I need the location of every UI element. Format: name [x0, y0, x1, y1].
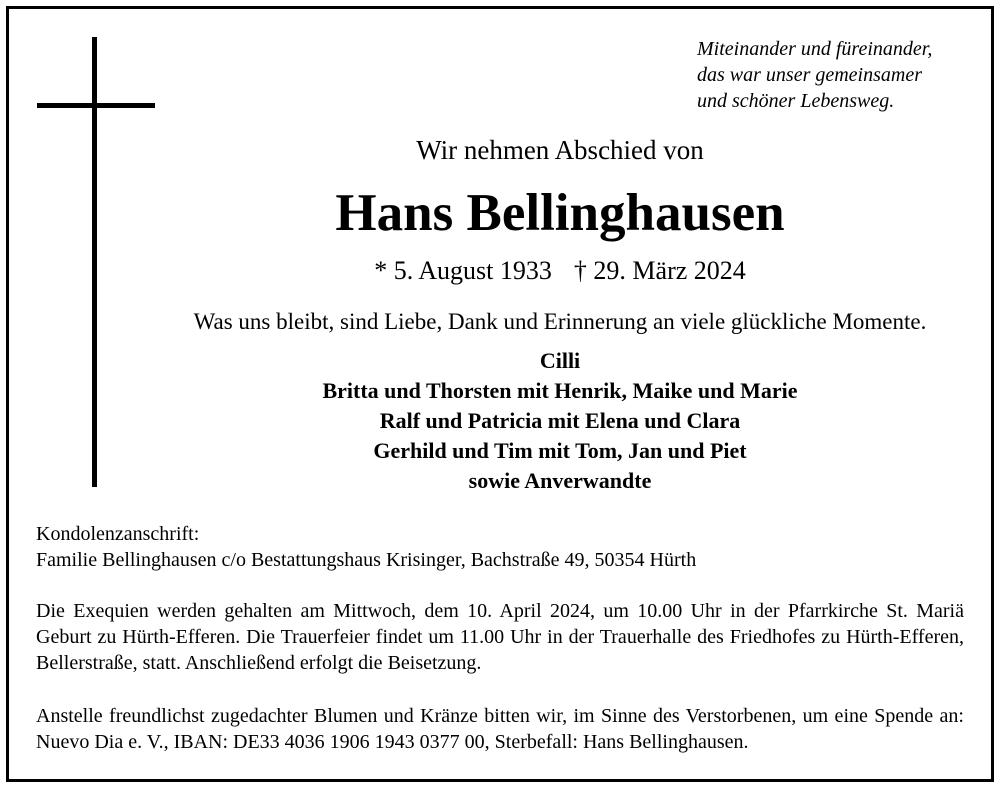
memorial-quote: Was uns bleibt, sind Liebe, Dank und Erinnerung an viele glückliche Momente.: [193, 309, 927, 334]
birth-date: * 5. August 1933: [374, 256, 552, 285]
motto-line: das war unser gemeinsamer: [697, 64, 922, 86]
condolence-address: [36, 521, 964, 573]
mourner-line: Gerhild und Tim mit Tom, Jan und Piet: [373, 438, 747, 463]
service-details: Die Exequien werden gehalten am Mittwoch, dem 10. April 2024, um 10.00 Uhr in der Pfarrkirche St. Mariä Geburt zu Hürth-Efferen. Die Trauerfeier findet um 11.00 Uhr in der Trauerhalle des Friedhofes zu Hürth-Efferen, Bellerstraße, statt. Anschließend erfolgt die Beisetzung.: [36, 600, 964, 674]
intro-text: Wir nehmen Abschied von: [416, 135, 704, 165]
condolence-label: Kondolenzanschrift:: [36, 523, 200, 545]
mourner-line: Britta und Thorsten mit Henrik, Maike und Marie: [322, 378, 798, 403]
mourner-line: sowie Anverwandte: [468, 468, 652, 493]
deceased-name: Hans Bellinghausen: [335, 184, 785, 242]
condolence-address-text: Familie Bellinghausen c/o Bestattungshaus Krisinger, Bachstraße 49, 50354 Hürth: [36, 549, 697, 571]
donation-request: Anstelle freundlichst zugedachter Blumen und Kränze bitten wir, im Sinne des Verstorbenen, um eine Spende an: Nuevo Dia e. V., IBAN: DE33 4036 1906 1943 0377 00, Sterbefall: Hans Bellinghausen.: [36, 705, 964, 753]
life-dates: [160, 254, 960, 288]
motto: [697, 36, 987, 114]
cross-horizontal-bar: [37, 103, 155, 108]
mourner-line: Cilli: [539, 348, 581, 373]
motto-line: und schöner Lebensweg.: [697, 90, 895, 112]
motto-line: Miteinander und füreinander,: [697, 38, 933, 60]
death-date: † 29. März 2024: [573, 256, 746, 285]
mourners-list: [160, 346, 960, 496]
mourner-line: Ralf und Patricia mit Elena und Clara: [379, 408, 741, 433]
